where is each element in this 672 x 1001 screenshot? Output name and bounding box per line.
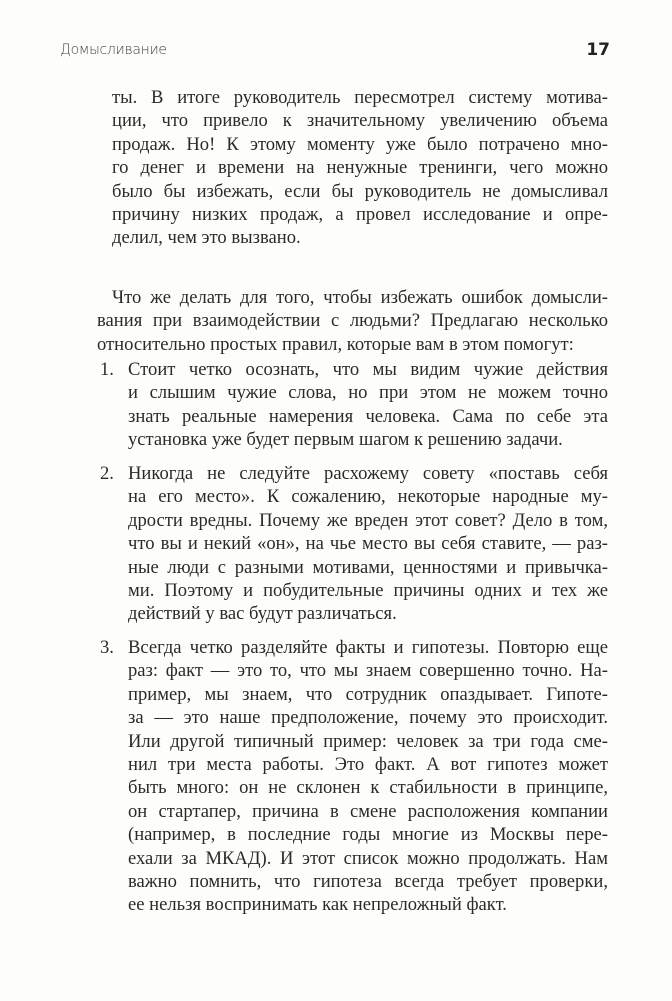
text-line: важно помнить, что гипотеза всегда требует проверки, xyxy=(128,871,608,893)
text-line: дрости вредны. Почему же вреден этот совет? Дело в том, xyxy=(128,509,608,531)
text-line: ты. В итоге руководитель пересмотрел систему мотива- xyxy=(112,87,608,108)
text-line: делил, чем это вызвано. xyxy=(112,227,301,249)
text-line: продаж. Но! К этому моменту уже было потрачено мно- xyxy=(112,133,608,155)
text-line: за — это наше предположение, почему это происходит. xyxy=(128,707,608,729)
text-line: Никогда не следуйте расхожему совету «поставь себя xyxy=(128,463,608,484)
text-line: установка уже будет первым шагом к решению задачи. xyxy=(128,429,563,451)
running-header: Домысливание xyxy=(60,42,167,58)
text-line: действий у вас будут различаться. xyxy=(128,603,397,625)
text-line: что вы и некий «он», на чье место вы себя ставите, — раз- xyxy=(128,533,608,555)
text-line: вания при взаимодействии с людьми? Предлагаю несколько xyxy=(97,310,608,332)
page-number: 17 xyxy=(586,40,610,60)
list-item xyxy=(100,462,608,626)
text-line: ции, что привело к значительному увеличению объема xyxy=(112,110,608,132)
text-line: знать реальные намерения человека. Сама по себе эта xyxy=(128,405,608,427)
list-number: 1. xyxy=(100,359,114,380)
text-line: причину низких продаж, а провел исследование и опре- xyxy=(112,204,608,226)
list-number: 3. xyxy=(100,637,114,658)
text-line: было бы избежать, если бы руководитель не домысливал xyxy=(112,180,608,202)
text-line: (например, в последние годы многие из Москвы пере- xyxy=(128,824,608,846)
text-line: ехали за МКАД). И этот список можно продолжать. Нам xyxy=(128,847,608,869)
text-line: ее нельзя воспринимать как непреложный факт. xyxy=(128,894,507,916)
text-line: Что же делать для того, чтобы избежать ошибок домысли- xyxy=(112,287,608,308)
text-line: Стоит четко осознать, что мы видим чужие действия xyxy=(128,359,608,380)
text-line: Или другой типичный пример: человек за три года сме- xyxy=(128,730,608,752)
text-line: раз: факт — это то, что мы знаем совершенно точно. На- xyxy=(128,660,608,682)
text-line: Всегда четко разделяйте факты и гипотезы. Повторю еще xyxy=(128,637,608,658)
text-line: на его место». К сожалению, некоторые народные му- xyxy=(128,486,608,508)
text-line: он стартапер, причина в смене расположения компании xyxy=(128,800,608,822)
paragraph xyxy=(112,86,608,250)
text-line: и слышим чужие слова, но при этом не можем точно xyxy=(128,382,608,404)
list-number: 2. xyxy=(100,463,114,484)
text-line: нил три места работы. Это факт. А вот гипотез может xyxy=(128,754,608,776)
paragraph xyxy=(97,286,608,356)
list-item xyxy=(100,636,608,917)
text-line: пример, мы знаем, что сотрудник опаздывает. Гипоте- xyxy=(128,683,608,705)
text-line: ные люди с разными мотивами, ценностями и привычка- xyxy=(128,556,608,578)
text-line: быть много: он не склонен к стабильности в принципе, xyxy=(128,777,608,799)
text-line: относительно простых правил, которые вам в этом помогут: xyxy=(97,333,574,355)
list-item xyxy=(100,358,608,452)
text-line: ми. Поэтому и побудительные причины одних и тех же xyxy=(128,580,608,602)
text-line: го денег и времени на ненужные тренинги, чего можно xyxy=(112,157,608,179)
